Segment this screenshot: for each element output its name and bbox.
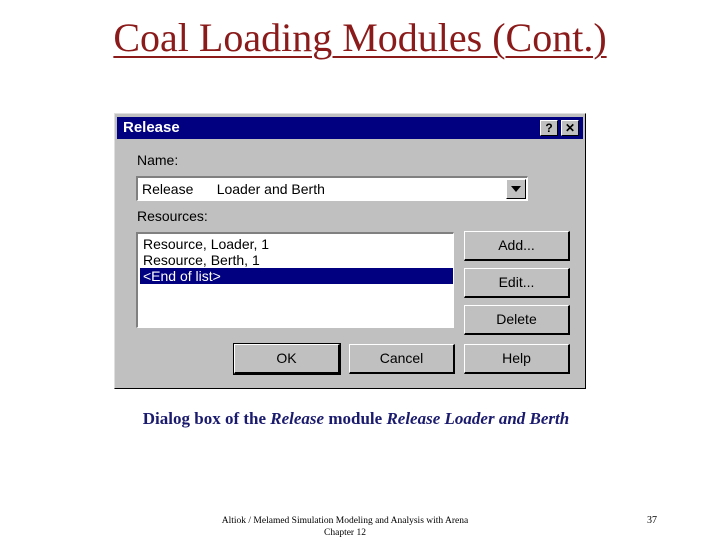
dialog-title: Release — [123, 119, 180, 136]
name-label: Name: — [137, 152, 179, 168]
help-question-icon[interactable]: ? — [540, 120, 558, 136]
add-button[interactable]: Add... — [464, 231, 570, 261]
footer-line: Chapter 12 — [324, 528, 366, 538]
name-combobox[interactable] — [136, 176, 528, 201]
slide-title: Coal Loading Modules (Cont.) — [113, 15, 607, 60]
cancel-button[interactable]: Cancel — [349, 344, 455, 374]
footer-line: Altiok / Melamed Simulation Modeling and Analysis with Arena — [221, 516, 469, 526]
figure-caption — [0, 409, 712, 429]
edit-button[interactable]: Edit... — [464, 268, 570, 298]
dialog-titlebar — [117, 117, 583, 139]
slide-footer — [200, 515, 490, 539]
page-number: 37 — [647, 515, 657, 526]
list-item-selected[interactable]: <End of list> — [140, 268, 453, 284]
caption-text: Dialog box of the — [142, 409, 271, 428]
help-button[interactable]: Help — [464, 344, 570, 374]
caption-italic: Release — [270, 409, 325, 428]
caption-text: module — [324, 409, 387, 428]
resources-listbox[interactable] — [136, 232, 454, 328]
caption-italic: Release Loader and Berth — [386, 409, 570, 428]
name-value: Release Loader and Berth — [142, 181, 325, 197]
release-dialog — [114, 113, 586, 389]
resources-label: Resources: — [137, 208, 208, 224]
delete-button[interactable]: Delete — [464, 305, 570, 335]
chevron-down-icon — [511, 186, 521, 192]
ok-button[interactable]: OK — [234, 344, 340, 374]
close-icon[interactable]: ✕ — [561, 120, 579, 136]
dropdown-button[interactable] — [506, 179, 526, 199]
list-item[interactable]: Resource, Loader, 1 — [143, 236, 270, 252]
list-item[interactable]: Resource, Berth, 1 — [143, 252, 260, 268]
